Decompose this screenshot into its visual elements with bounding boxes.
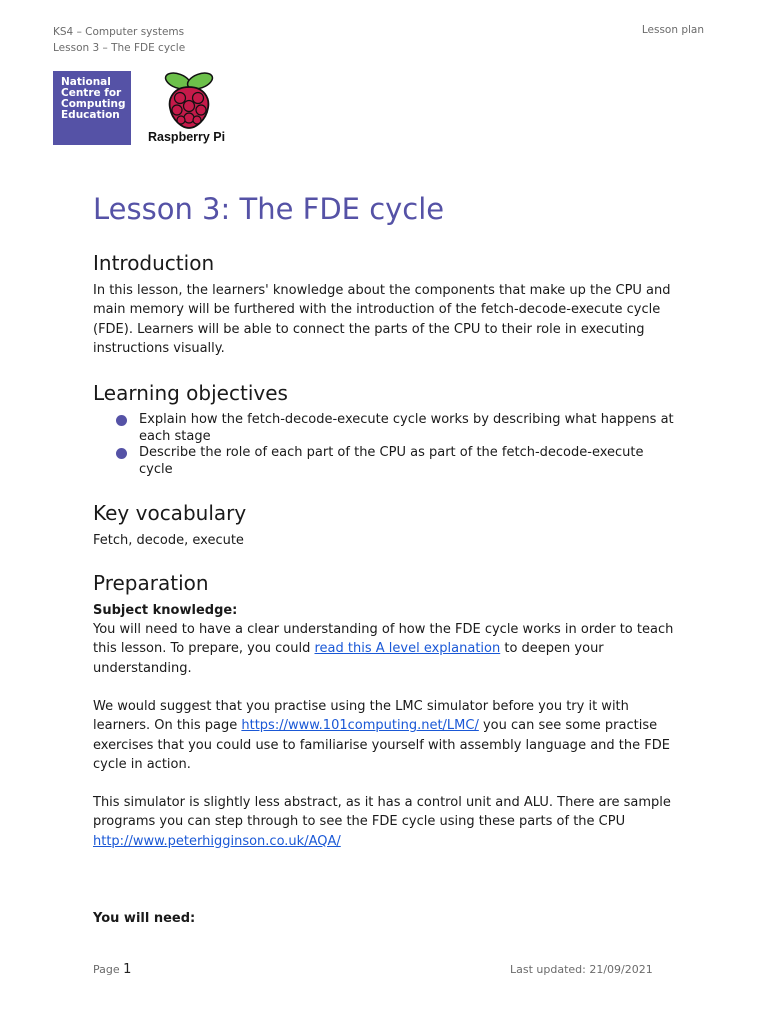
raspberry-pi-logo-text: Raspberry Pi	[148, 130, 226, 144]
paragraph-text: to deepen your understanding.	[93, 641, 604, 676]
preparation-paragraph-2	[93, 697, 683, 774]
paragraph-text: This simulator is slightly less abstract, as it has a control unit and ALU. There are sample programs you can step through to see the FDE cycle using these parts of the CPU	[93, 795, 671, 830]
objective-text: Describe the role of each part of the CPU as part of the fetch-decode-execute cycle	[139, 445, 644, 477]
vocabulary-heading: Key vocabulary	[93, 501, 247, 525]
a-level-explanation-link[interactable]: read this A level explanation	[314, 641, 501, 657]
preparation-paragraph-3	[93, 793, 683, 851]
paragraph-text: We would suggest that you practise using the LMC simulator before you try it with learners. On this page	[93, 699, 629, 734]
ncce-logo	[53, 71, 131, 145]
objectives-heading: Learning objectives	[93, 381, 288, 405]
vocabulary-text: Fetch, decode, execute	[93, 533, 244, 548]
lmc-simulator-link[interactable]: https://www.101computing.net/LMC/	[241, 718, 479, 734]
preparation-heading: Preparation	[93, 571, 209, 595]
ncce-logo-line: Education	[61, 109, 120, 121]
list-item	[116, 412, 681, 445]
introduction-heading: Introduction	[93, 251, 215, 275]
introduction-text: In this lesson, the learners' knowledge about the components that make up the CPU and main memory will be furthered with the introduction of the fetch-decode-execute cycle (FDE). Learners will be able to connect the parts of the CPU to their role in executing instructions visually.	[93, 283, 671, 356]
ncce-logo-line: Centre for	[61, 87, 122, 99]
objectives-list	[116, 412, 681, 478]
header-course: KS4 – Computer systems	[53, 26, 185, 38]
last-updated: Last updated: 21/09/2021	[510, 963, 653, 976]
bullet-icon	[116, 415, 127, 426]
list-item	[116, 445, 681, 478]
ncce-logo-line: Computing	[61, 98, 126, 110]
paragraph-text: you can see some practise exercises that you could use to familiarise yourself with assembly language and the FDE cycle in action.	[93, 718, 670, 772]
you-will-need-label: You will need:	[93, 911, 196, 926]
peterhigginson-link[interactable]: http://www.peterhigginson.co.uk/AQA/	[93, 833, 341, 849]
objective-text: Explain how the fetch-decode-execute cycle works by describing what happens at each stage	[139, 412, 674, 444]
header-lesson: Lesson 3 – The FDE cycle	[53, 42, 186, 54]
footer-page	[93, 962, 131, 977]
ncce-logo-line: National	[61, 76, 111, 88]
page-label: Page	[93, 963, 120, 976]
bullet-icon	[116, 448, 127, 459]
preparation-paragraph-1	[93, 620, 683, 678]
raspberry-pi-icon	[160, 70, 218, 130]
subject-knowledge-label: Subject knowledge:	[93, 603, 238, 618]
paragraph-text: You will need to have a clear understanding of how the FDE cycle works in order to teach this lesson. To prepare, you could	[93, 622, 674, 657]
header-left	[53, 24, 185, 56]
page-number: 1	[123, 962, 132, 977]
header-doc-type: Lesson plan	[641, 24, 704, 36]
page-title: Lesson 3: The FDE cycle	[93, 192, 445, 226]
